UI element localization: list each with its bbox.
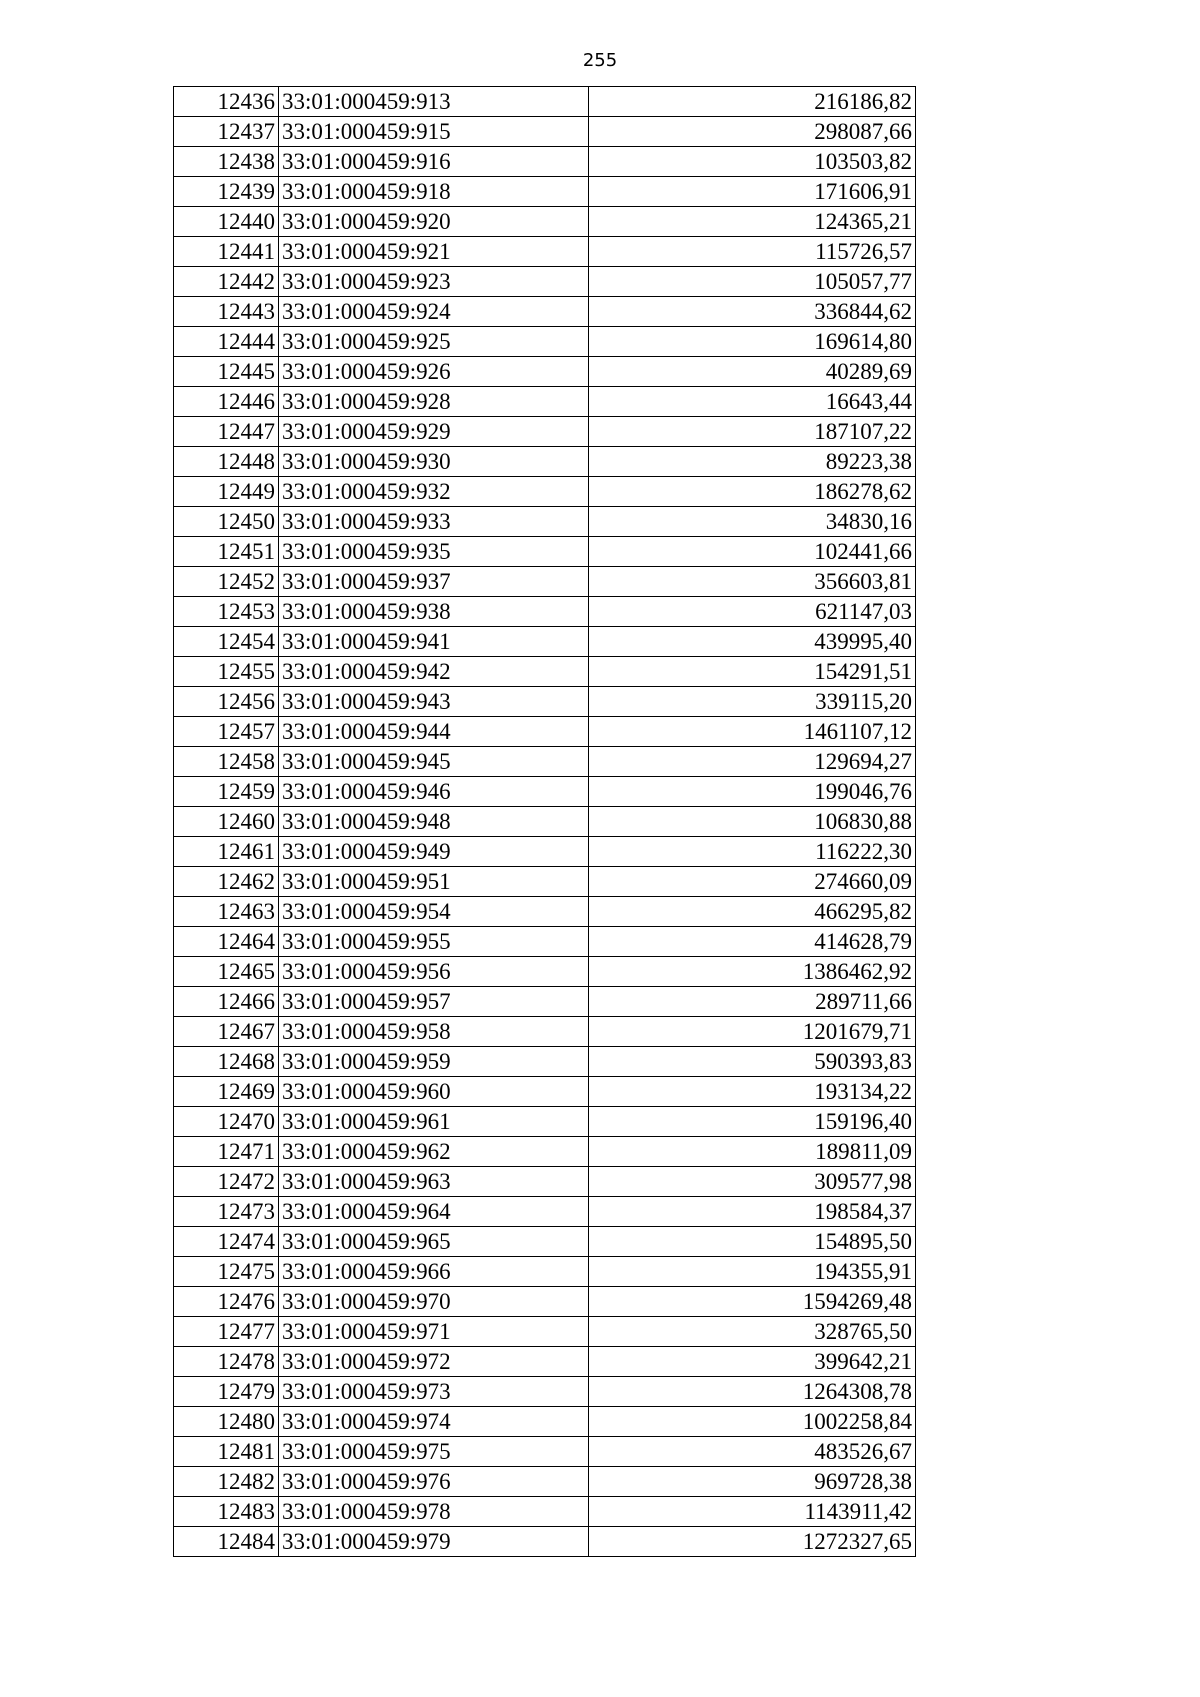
cadastral-value: 115726,57 [589,237,916,267]
cadastral-number: 33:01:000459:964 [279,1197,589,1227]
row-number: 12483 [174,1497,279,1527]
cadastral-number: 33:01:000459:951 [279,867,589,897]
cadastral-value: 154895,50 [589,1227,916,1257]
row-number: 12477 [174,1317,279,1347]
cadastral-value: 339115,20 [589,687,916,717]
cadastral-number: 33:01:000459:948 [279,807,589,837]
row-number: 12484 [174,1527,279,1557]
cadastral-number: 33:01:000459:973 [279,1377,589,1407]
cadastral-value: 198584,37 [589,1197,916,1227]
cadastral-value: 186278,62 [589,477,916,507]
row-number: 12464 [174,927,279,957]
cadastral-number: 33:01:000459:938 [279,597,589,627]
cadastral-number: 33:01:000459:954 [279,897,589,927]
cadastral-number: 33:01:000459:926 [279,357,589,387]
cadastral-value: 356603,81 [589,567,916,597]
cadastral-value: 969728,38 [589,1467,916,1497]
row-number: 12466 [174,987,279,1017]
cadastral-value: 1201679,71 [589,1017,916,1047]
table-row [174,327,916,357]
row-number: 12457 [174,717,279,747]
table-row [174,117,916,147]
table-row [174,927,916,957]
cadastral-value: 298087,66 [589,117,916,147]
cadastral-number: 33:01:000459:956 [279,957,589,987]
cadastral-number: 33:01:000459:963 [279,1167,589,1197]
row-number: 12461 [174,837,279,867]
table-row [174,807,916,837]
row-number: 12460 [174,807,279,837]
cadastral-number: 33:01:000459:929 [279,417,589,447]
table-row [174,1287,916,1317]
table-row [174,717,916,747]
row-number: 12459 [174,777,279,807]
row-number: 12465 [174,957,279,987]
cadastral-number: 33:01:000459:913 [279,87,589,117]
cadastral-number: 33:01:000459:966 [279,1257,589,1287]
table-row [174,1347,916,1377]
cadastral-number: 33:01:000459:959 [279,1047,589,1077]
table-row [174,957,916,987]
row-number: 12456 [174,687,279,717]
row-number: 12469 [174,1077,279,1107]
cadastral-value: 274660,09 [589,867,916,897]
row-number: 12455 [174,657,279,687]
row-number: 12467 [174,1017,279,1047]
row-number: 12444 [174,327,279,357]
table-row [174,867,916,897]
table-row [174,357,916,387]
cadastral-value: 189811,09 [589,1137,916,1167]
cadastral-number: 33:01:000459:975 [279,1437,589,1467]
cadastral-number: 33:01:000459:958 [279,1017,589,1047]
cadastral-value: 1594269,48 [589,1287,916,1317]
row-number: 12472 [174,1167,279,1197]
table-row [174,1137,916,1167]
row-number: 12439 [174,177,279,207]
table-row [174,417,916,447]
row-number: 12463 [174,897,279,927]
cadastral-value: 1461107,12 [589,717,916,747]
table-row [174,1407,916,1437]
row-number: 12479 [174,1377,279,1407]
cadastral-number: 33:01:000459:965 [279,1227,589,1257]
table-row [174,1317,916,1347]
table-row [174,147,916,177]
row-number: 12480 [174,1407,279,1437]
cadastral-value: 193134,22 [589,1077,916,1107]
table-row [174,1467,916,1497]
row-number: 12438 [174,147,279,177]
cadastral-number: 33:01:000459:921 [279,237,589,267]
cadastral-value: 103503,82 [589,147,916,177]
row-number: 12441 [174,237,279,267]
table-row [174,297,916,327]
cadastral-number: 33:01:000459:933 [279,507,589,537]
row-number: 12450 [174,507,279,537]
cadastral-value: 399642,21 [589,1347,916,1377]
cadastral-number: 33:01:000459:962 [279,1137,589,1167]
row-number: 12448 [174,447,279,477]
table-row [174,207,916,237]
cadastral-number: 33:01:000459:978 [279,1497,589,1527]
cadastral-number: 33:01:000459:916 [279,147,589,177]
cadastral-number: 33:01:000459:942 [279,657,589,687]
cadastral-number: 33:01:000459:925 [279,327,589,357]
cadastral-number: 33:01:000459:920 [279,207,589,237]
table-row [174,837,916,867]
cadastral-number: 33:01:000459:932 [279,477,589,507]
cadastral-value: 1264308,78 [589,1377,916,1407]
row-number: 12475 [174,1257,279,1287]
cadastral-number: 33:01:000459:976 [279,1467,589,1497]
row-number: 12458 [174,747,279,777]
table-row [174,1197,916,1227]
row-number: 12478 [174,1347,279,1377]
cadastral-value: 129694,27 [589,747,916,777]
table-body [174,87,916,1557]
cadastral-value: 159196,40 [589,1107,916,1137]
table-row [174,267,916,297]
cadastral-number: 33:01:000459:960 [279,1077,589,1107]
table-row [174,87,916,117]
row-number: 12462 [174,867,279,897]
table-row [174,1047,916,1077]
row-number: 12481 [174,1437,279,1467]
table-row [174,477,916,507]
table-row [174,1077,916,1107]
cadastral-value: 169614,80 [589,327,916,357]
row-number: 12447 [174,417,279,447]
cadastral-number: 33:01:000459:946 [279,777,589,807]
cadastral-value: 106830,88 [589,807,916,837]
table-row [174,537,916,567]
cadastral-number: 33:01:000459:930 [279,447,589,477]
cadastral-value: 89223,38 [589,447,916,477]
cadastral-value: 289711,66 [589,987,916,1017]
table-row [174,897,916,927]
table-row [174,747,916,777]
row-number: 12473 [174,1197,279,1227]
cadastral-value: 34830,16 [589,507,916,537]
row-number: 12471 [174,1137,279,1167]
table-row [174,1107,916,1137]
cadastral-value: 1272327,65 [589,1527,916,1557]
row-number: 12452 [174,567,279,597]
cadastral-value: 216186,82 [589,87,916,117]
table-row [174,1257,916,1287]
table-row [174,657,916,687]
cadastral-value: 1386462,92 [589,957,916,987]
page-number: 255 [582,50,618,71]
table-row [174,567,916,597]
row-number: 12446 [174,387,279,417]
cadastral-number: 33:01:000459:918 [279,177,589,207]
table-row [174,237,916,267]
cadastral-value: 621147,03 [589,597,916,627]
cadastral-number: 33:01:000459:944 [279,717,589,747]
row-number: 12436 [174,87,279,117]
cadastral-number: 33:01:000459:970 [279,1287,589,1317]
cadastral-value: 124365,21 [589,207,916,237]
row-number: 12443 [174,297,279,327]
row-number: 12445 [174,357,279,387]
table-row [174,1227,916,1257]
table-row [174,1527,916,1557]
table-row [174,1497,916,1527]
cadastral-number: 33:01:000459:979 [279,1527,589,1557]
cadastral-number: 33:01:000459:971 [279,1317,589,1347]
cadastral-number: 33:01:000459:949 [279,837,589,867]
table-row [174,1017,916,1047]
cadastral-number: 33:01:000459:924 [279,297,589,327]
cadastral-value: 154291,51 [589,657,916,687]
cadastral-number: 33:01:000459:945 [279,747,589,777]
table-row [174,1437,916,1467]
cadastral-number: 33:01:000459:955 [279,927,589,957]
cadastral-value: 1002258,84 [589,1407,916,1437]
cadastral-number: 33:01:000459:943 [279,687,589,717]
cadastral-value: 16643,44 [589,387,916,417]
row-number: 12454 [174,627,279,657]
cadastral-value: 590393,83 [589,1047,916,1077]
cadastral-value: 116222,30 [589,837,916,867]
cadastral-value: 309577,98 [589,1167,916,1197]
cadastral-value: 171606,91 [589,177,916,207]
row-number: 12482 [174,1467,279,1497]
cadastral-value: 105057,77 [589,267,916,297]
table-row [174,777,916,807]
cadastral-number: 33:01:000459:915 [279,117,589,147]
cadastral-number: 33:01:000459:974 [279,1407,589,1437]
row-number: 12470 [174,1107,279,1137]
cadastral-number: 33:01:000459:923 [279,267,589,297]
cadastral-number: 33:01:000459:941 [279,627,589,657]
cadastral-value: 1143911,42 [589,1497,916,1527]
row-number: 12442 [174,267,279,297]
row-number: 12453 [174,597,279,627]
cadastral-value: 439995,40 [589,627,916,657]
table-row [174,1377,916,1407]
table-row [174,387,916,417]
table-row [174,687,916,717]
row-number: 12468 [174,1047,279,1077]
cadastral-value: 199046,76 [589,777,916,807]
row-number: 12449 [174,477,279,507]
cadastral-number: 33:01:000459:935 [279,537,589,567]
cadastral-number: 33:01:000459:961 [279,1107,589,1137]
cadastral-value: 187107,22 [589,417,916,447]
cadastral-value: 483526,67 [589,1437,916,1467]
table-row [174,507,916,537]
row-number: 12437 [174,117,279,147]
row-number: 12474 [174,1227,279,1257]
table-row [174,627,916,657]
cadastral-value: 336844,62 [589,297,916,327]
cadastral-value: 328765,50 [589,1317,916,1347]
table-row [174,447,916,477]
cadastral-value: 414628,79 [589,927,916,957]
cadastral-value: 40289,69 [589,357,916,387]
row-number: 12440 [174,207,279,237]
cadastral-number: 33:01:000459:928 [279,387,589,417]
cadastral-value: 466295,82 [589,897,916,927]
table-row [174,987,916,1017]
cadastral-number: 33:01:000459:937 [279,567,589,597]
table-row [174,597,916,627]
table-row [174,1167,916,1197]
cadastral-value: 102441,66 [589,537,916,567]
row-number: 12451 [174,537,279,567]
cadastral-number: 33:01:000459:957 [279,987,589,1017]
cadastral-value-table [173,86,916,1557]
table-row [174,177,916,207]
row-number: 12476 [174,1287,279,1317]
cadastral-value: 194355,91 [589,1257,916,1287]
cadastral-number: 33:01:000459:972 [279,1347,589,1377]
